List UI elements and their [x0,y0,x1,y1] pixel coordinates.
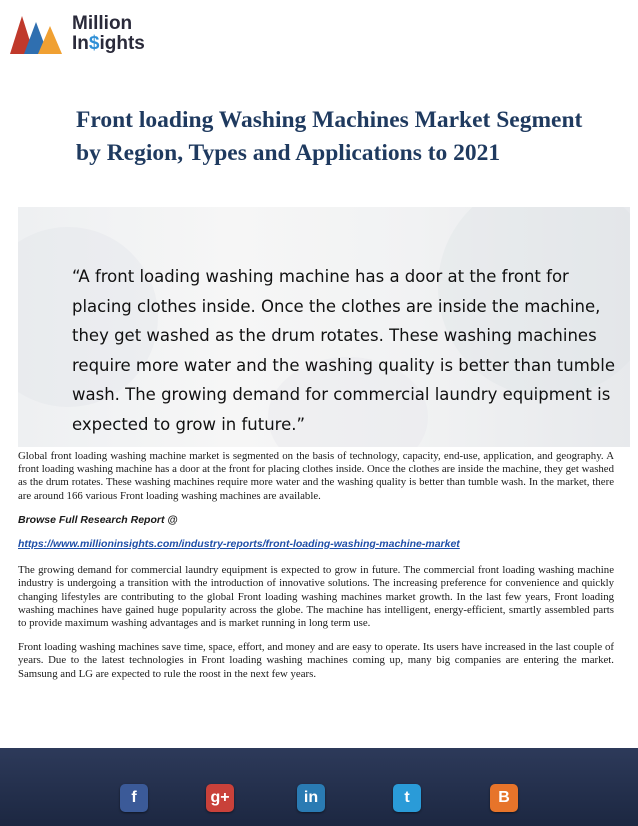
linkedin-icon[interactable]: in [297,784,325,812]
paragraph-intro: Global front loading washing machine market is segmented on the basis of technology, capacity, end-use, application, and geography. A front loading washing machine has a door at the front for placing clothes inside. Once the clothes are inside the machine, they get washed as the drum rotates. These washing machines require more water and the washing quality is better than tumble wash. In the market, there are around 166 various Front loading washing machines are available. [18,450,614,502]
twitter-icon[interactable]: t [393,784,421,812]
logo-line1: Million [72,13,133,34]
logo-mark-icon [8,12,66,56]
paragraph-benefits: Front loading washing machines save time, space, effort, and money and are easy to operate. Its users have increased in the last couple of years. Due to the latest technologies in Front loading washing machines coming up, many big companies are entering the market. Samsung and LG are expected to rule the roost in the next few years. [18,641,614,680]
blogger-icon[interactable]: B [490,784,518,812]
facebook-icon[interactable]: f [120,784,148,812]
browse-label: Browse Full Research Report @ [18,513,178,526]
google-plus-icon[interactable]: g+ [206,784,234,812]
logo-line2: In$ights [72,33,145,54]
paragraph-demand: The growing demand for commercial laundry equipment is expected to grow in future. The commercial front loading washing machine industry is undergoing a transition with the introduction of innovative solutions. The increasing preference for convenience and quickly changing lifestyles are contributing to the global Front loading washing machines market growth. In the last few years, Front loading washing machines have gained huge popularity across the globe. The machine has intelligent, energy-efficient, smartly assembled parts to provide maximum washing advantages and is market running in long term use. [18,564,614,630]
company-logo [8,8,178,58]
footer-bar [0,748,638,826]
article-body [18,450,614,692]
quote-text: “A front loading washing machine has a door at the front for placing clothes inside. Once the clothes are inside the machine, they get washed as the drum rotates. These washing machines require more water and the washing quality is better than tumble wash. The growing demand for commercial laundry equipment is expected to grow in future.” [72,267,615,434]
report-link[interactable]: https://www.millioninsights.com/industry-reports/front-loading-washing-machine-market [18,538,460,551]
page-title: Front loading Washing Machines Market Segment by Region, Types and Applications to 2021 [76,107,583,166]
